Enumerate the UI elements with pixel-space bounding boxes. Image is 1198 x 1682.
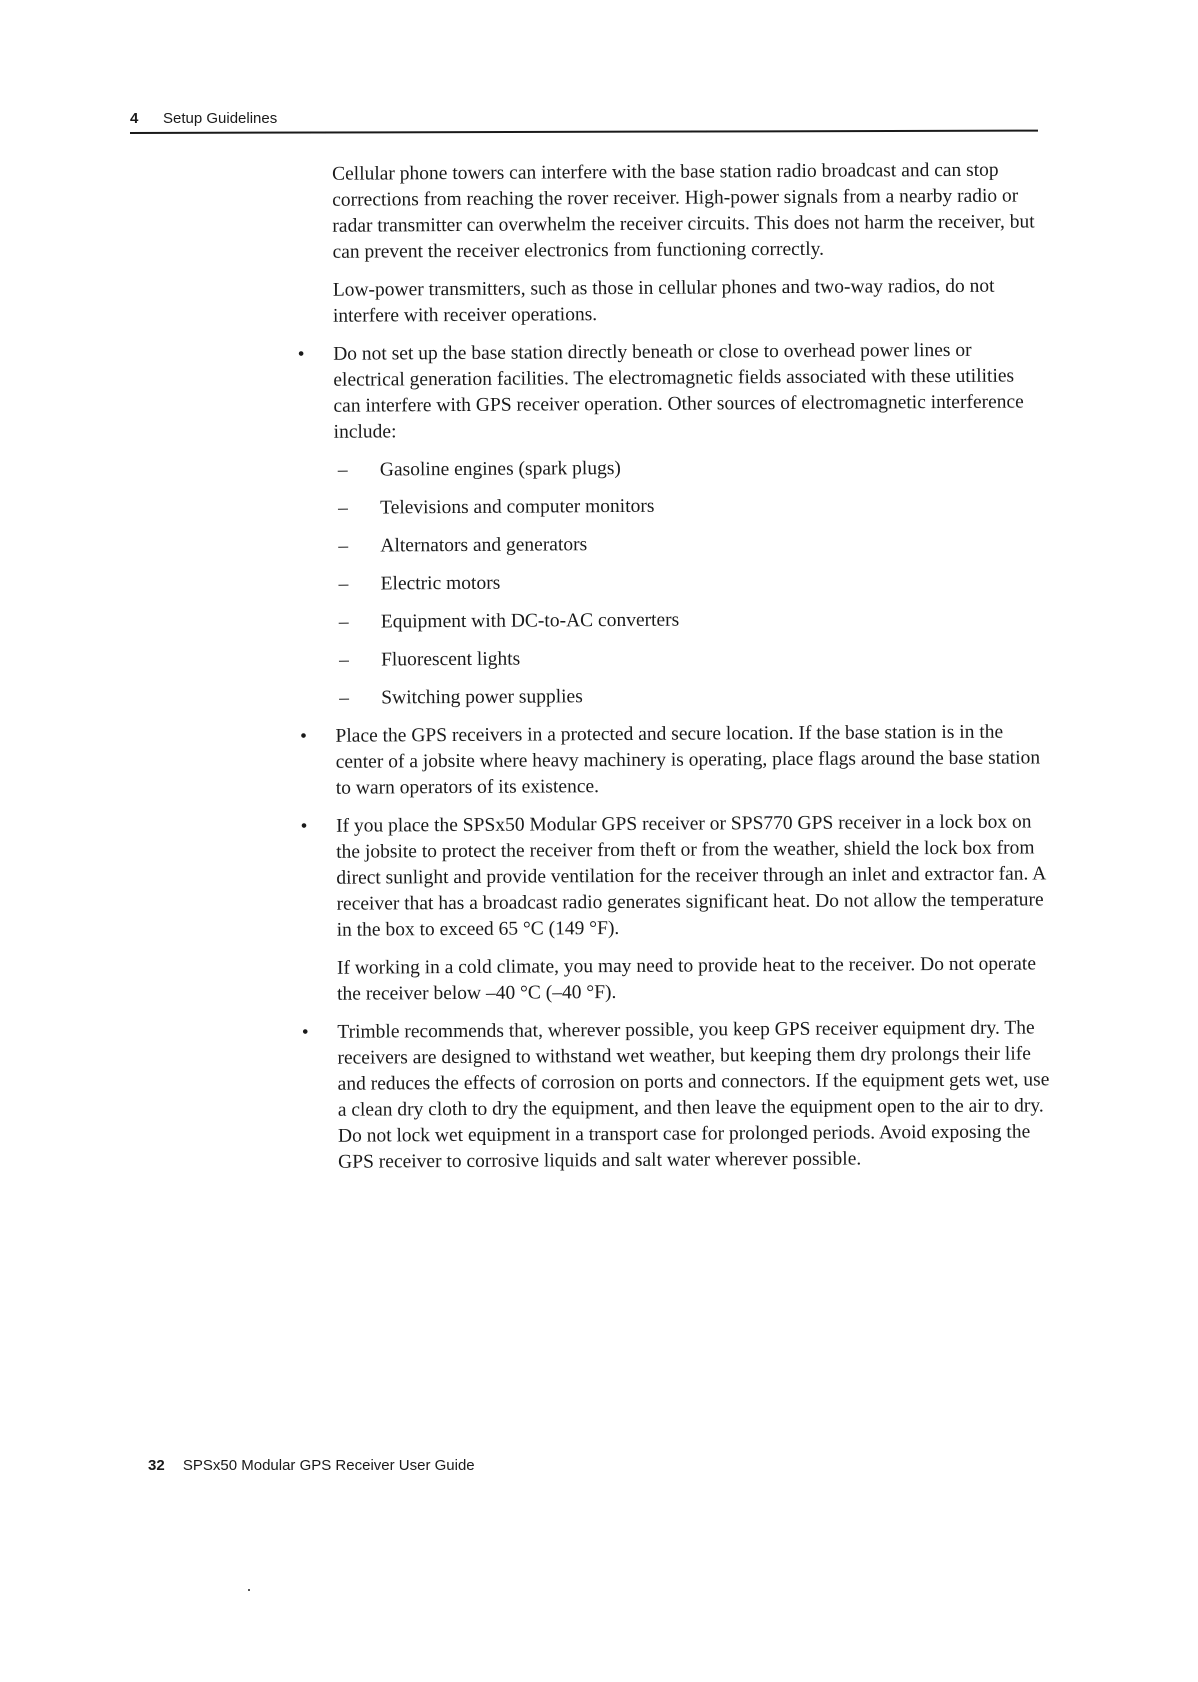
running-header — [130, 106, 1038, 136]
bullet-power-lines — [291, 337, 1046, 446]
bullet-secure-location — [293, 719, 1047, 802]
running-footer — [148, 1457, 475, 1474]
bullet-icon: • — [300, 725, 307, 747]
bullet-lock-box — [294, 809, 1049, 1008]
bullet-text: Do not set up the base station directly beneath or close to overhead power lines or electrical generation facilities. The electromagnetic fields associated with these utilities can interfere with GPS receiver operation. Other sources of electromagnetic interference include: — [333, 339, 1024, 443]
list-item-text: Fluorescent lights — [380, 648, 521, 671]
bullet-keep-dry — [295, 1015, 1050, 1176]
list-item — [335, 643, 1053, 673]
bullet-text: If you place the SPSx50 Modular GPS receiver or SPS770 GPS receiver in a lock box on the jobsite to protect the receiver from theft or from the weather, shield the lock box from direct sunlight and provide ventilation for the receiver through an inlet and extractor fan. A receiver that has a broadcast radio generates significant heat. Do not allow the temperature in the box to exceed 65 °C (149 °F). — [335, 811, 1046, 941]
dash-icon: – — [337, 459, 348, 481]
list-item-text: Equipment with DC-to-AC converters — [380, 609, 680, 633]
chapter-title: Setup Guidelines — [163, 110, 278, 127]
list-item-text: Switching power supplies — [381, 686, 583, 709]
page-number: 32 — [148, 1457, 165, 1474]
paragraph-low-power: Low-power transmitters, such as those in cellular phones and two-way radios, do not interfere with receiver operations. — [332, 275, 995, 327]
bullet-sub-paragraph-cold-climate: If working in a cold climate, you may need to provide heat to the receiver. Do not operate the receiver below –40 °C (–40 °F). — [336, 953, 1037, 1005]
bullet-text: Trimble recommends that, wherever possible, you keep GPS receiver equipment dry. The receivers are designed to withstand wet weather, but keeping them dry prolongs their life and reduces the effects of corrosion on ports and connectors. If the equipment gets wet, use a clean dry cloth to dry the equipment, and then leave the equipment open to the air to dry. Do not lock wet equipment in a transport case for prolonged periods. Avoid exposing the GPS receiver to corrosive liquids and salt water wherever possible. — [337, 1017, 1050, 1173]
list-item — [334, 529, 1052, 559]
dash-icon: – — [338, 535, 349, 557]
list-item — [334, 453, 1052, 483]
paragraph-cellular-towers: Cellular phone towers can interfere with the base station radio broadcast and can stop corrections from reaching the rover receiver. High-power signals from a nearby radio or radar transmitter can overwhelm the receiver circuits. This does not harm the receiver, but can prevent the receiver electronics from functioning correctly. — [332, 159, 1035, 263]
dash-icon: – — [338, 611, 349, 633]
guide-title: SPSx50 Modular GPS Receiver User Guide — [182, 1457, 475, 1474]
list-item — [335, 605, 1053, 635]
list-item — [335, 567, 1053, 597]
page-body — [290, 157, 1056, 1188]
dash-icon: – — [338, 573, 349, 595]
list-item — [335, 681, 1053, 711]
bullet-icon: • — [300, 815, 308, 837]
dash-icon: – — [338, 649, 349, 671]
chapter-number: 4 — [130, 110, 139, 127]
dash-icon: – — [338, 497, 348, 519]
list-item-text: Televisions and computer monitors — [380, 495, 655, 519]
dash-icon: – — [339, 687, 350, 709]
interference-sources-list — [334, 453, 1054, 711]
list-item-text: Alternators and generators — [380, 534, 588, 557]
bullet-icon: • — [301, 1021, 309, 1043]
bullet-icon: • — [297, 343, 305, 365]
bullet-text: Place the GPS receivers in a protected and secure location. If the base station is in the center of a jobsite where heavy machinery is operating, place flags around the base station to warn operators of its existence. — [335, 721, 1041, 799]
header-rule — [130, 130, 1038, 134]
list-item-text: Electric motors — [380, 572, 501, 595]
list-item — [334, 491, 1052, 521]
list-item-text: Gasoline engines (spark plugs) — [379, 457, 621, 481]
scan-speck — [248, 1589, 250, 1591]
